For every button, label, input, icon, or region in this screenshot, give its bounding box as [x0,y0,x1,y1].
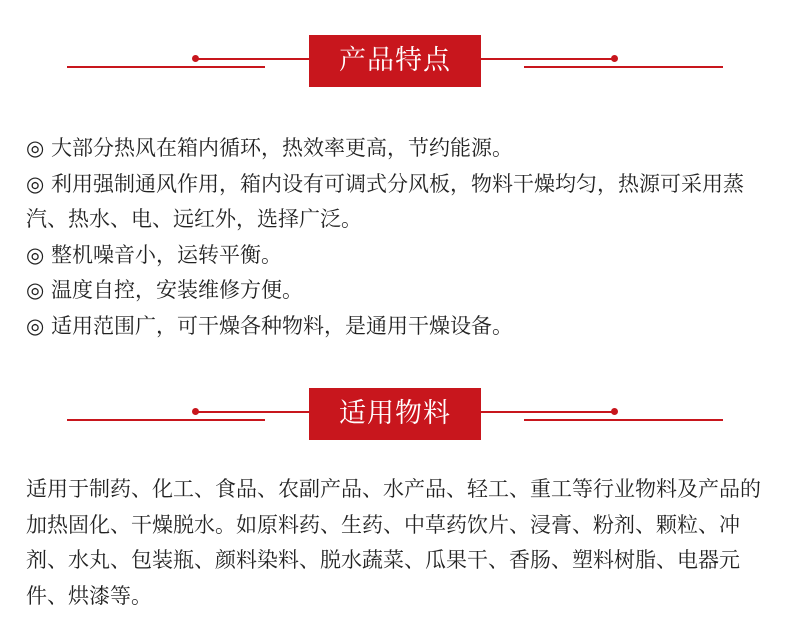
divider-left-short [193,58,309,60]
divider-left-long [67,66,265,68]
feature-item: ◎ 温度自控，安装维修方便。 [26,278,303,302]
materials-text: 适用于制药、化工、食品、农副产品、水产品、轻工、重工等行业物料及产品的加热固化、干燥脱水。如原料药、生药、中草药饮片、浸膏、粉剂、颗粒、冲剂、水丸、包装瓶、颜料染料、脱水蔬菜、瓜果干、香肠、塑料树脂、电器元件、烘漆等。 [26,477,761,608]
feature-item: ◎ 适用范围广，可干燥各种物料，是通用干燥设备。 [26,313,513,338]
divider-right-dot [611,55,618,62]
divider-right-short [481,411,614,413]
features-list [26,131,766,344]
feature-item: ◎ 整机噪音小，运转平衡。 [26,242,282,267]
divider-right-dot [611,408,618,415]
feature-item: ◎ 大部分热风在箱内循环，热效率更高，节约能源。 [26,136,513,160]
divider-right-long [524,66,723,68]
section-header-materials [0,386,790,442]
section-title: 产品特点 [309,35,481,87]
divider-right-long [524,419,723,421]
divider-right-short [481,58,614,60]
section-header-features [0,33,790,89]
divider-left-short [193,411,309,413]
divider-left-dot [192,408,199,415]
section-title: 适用物料 [309,388,481,440]
feature-item: ◎ 利用强制通风作用，箱内设有可调式分风板，物料干燥均匀，热源可采用蒸汽、热水、电、远红外，选择广泛。 [26,171,744,231]
materials-paragraph [26,472,766,614]
divider-left-long [67,419,265,421]
divider-left-dot [192,55,199,62]
